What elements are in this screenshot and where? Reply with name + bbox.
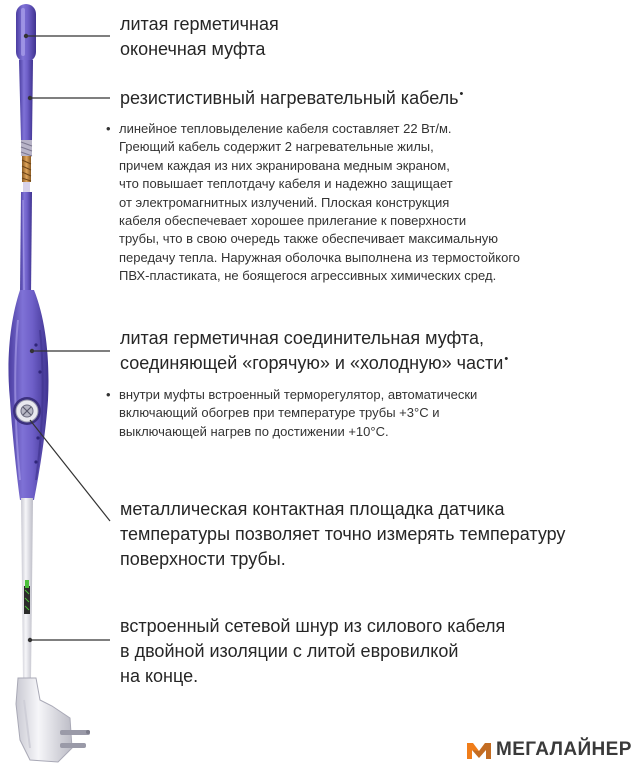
callout-heating-cable [120,86,463,111]
connecting-sleeve-note [106,386,478,441]
connecting-sleeve-note-line: включающий обогрев при температуре трубы +3°С и [119,405,440,421]
heating-cable-note-line: что повышает теплотдачу кабеля и надежно защищает [119,176,453,192]
connecting-sleeve [8,290,48,500]
connecting-sleeve-note-line: выключающей нагрев по достижении +10°С. [119,423,389,439]
footnote-marker: • [459,88,464,100]
connecting-sleeve-line1: литая герметичная соединительная муфта, [120,328,484,348]
footnote-marker: • [504,353,509,365]
m-logo-icon [466,740,492,760]
heating-cable-note-line: линейное тепловыделение кабеля составляет 22 Вт/м. [119,121,452,136]
callout-power-cord [120,614,505,689]
sensor-pad-line3: поверхности трубы. [120,549,286,569]
power-cord-line3: на конце. [120,666,199,686]
callout-sensor-pad [120,497,565,572]
callout-end-sleeve [120,12,279,62]
heating-cable-note [106,120,521,286]
connecting-sleeve-note-line: внутри муфты встроенный терморегулятор, автоматически [119,387,478,402]
heating-cable-note-line: ПВХ-пластиката, не боящегося агрессивных химических сред. [119,268,497,284]
power-cord-line2: в двойной изоляции с литой евровилкой [120,641,459,661]
heating-cable-title: резистистивный нагревательный кабель [120,88,459,108]
callout-connecting-sleeve [120,326,508,376]
leader-sensor-pad [30,420,110,521]
sensor-contact-pad [13,397,41,425]
heating-cable-note-line: от электромагнитных излучений. Плоская конструкция [119,194,450,210]
heating-cable [19,60,33,296]
note-bullet: • [106,121,111,136]
brand-logo [466,738,632,762]
sensor-pad-line1: металлическая контактная площадка датчика [120,499,505,519]
power-cord-line1: встроенный сетевой шнур из силового кабеля [120,616,506,636]
heating-cable-note-line: трубы, что в свою очередь также обеспечивает максимальную [119,231,499,247]
power-cord [21,498,33,680]
end-sleeve-line2: оконечная муфта [120,39,266,59]
heating-cable-note-line: передачу тепла. Наружная оболочка выполнена из термостойкого [119,249,521,265]
end-sleeve-line1: литая герметичная [120,14,279,34]
euro-plug [16,678,90,762]
connecting-sleeve-line2: соединяющей «горячую» и «холодную» части [120,353,504,373]
heating-cable-note-line: причем каждая из них экранирована медным экраном, [119,157,450,173]
end-sleeve [16,4,36,62]
heating-cable-note-line: кабеля обеспечевает хорошее прилегание к поверхности [119,213,467,229]
logo-text: МЕГАЛАЙНЕР [496,739,632,760]
note-bullet: • [106,387,111,402]
heating-cable-note-line: Греющий кабель содержит 2 нагревательные жилы, [119,139,434,155]
sensor-pad-line2: температуры позволяет точно измерять температуру [120,524,566,544]
